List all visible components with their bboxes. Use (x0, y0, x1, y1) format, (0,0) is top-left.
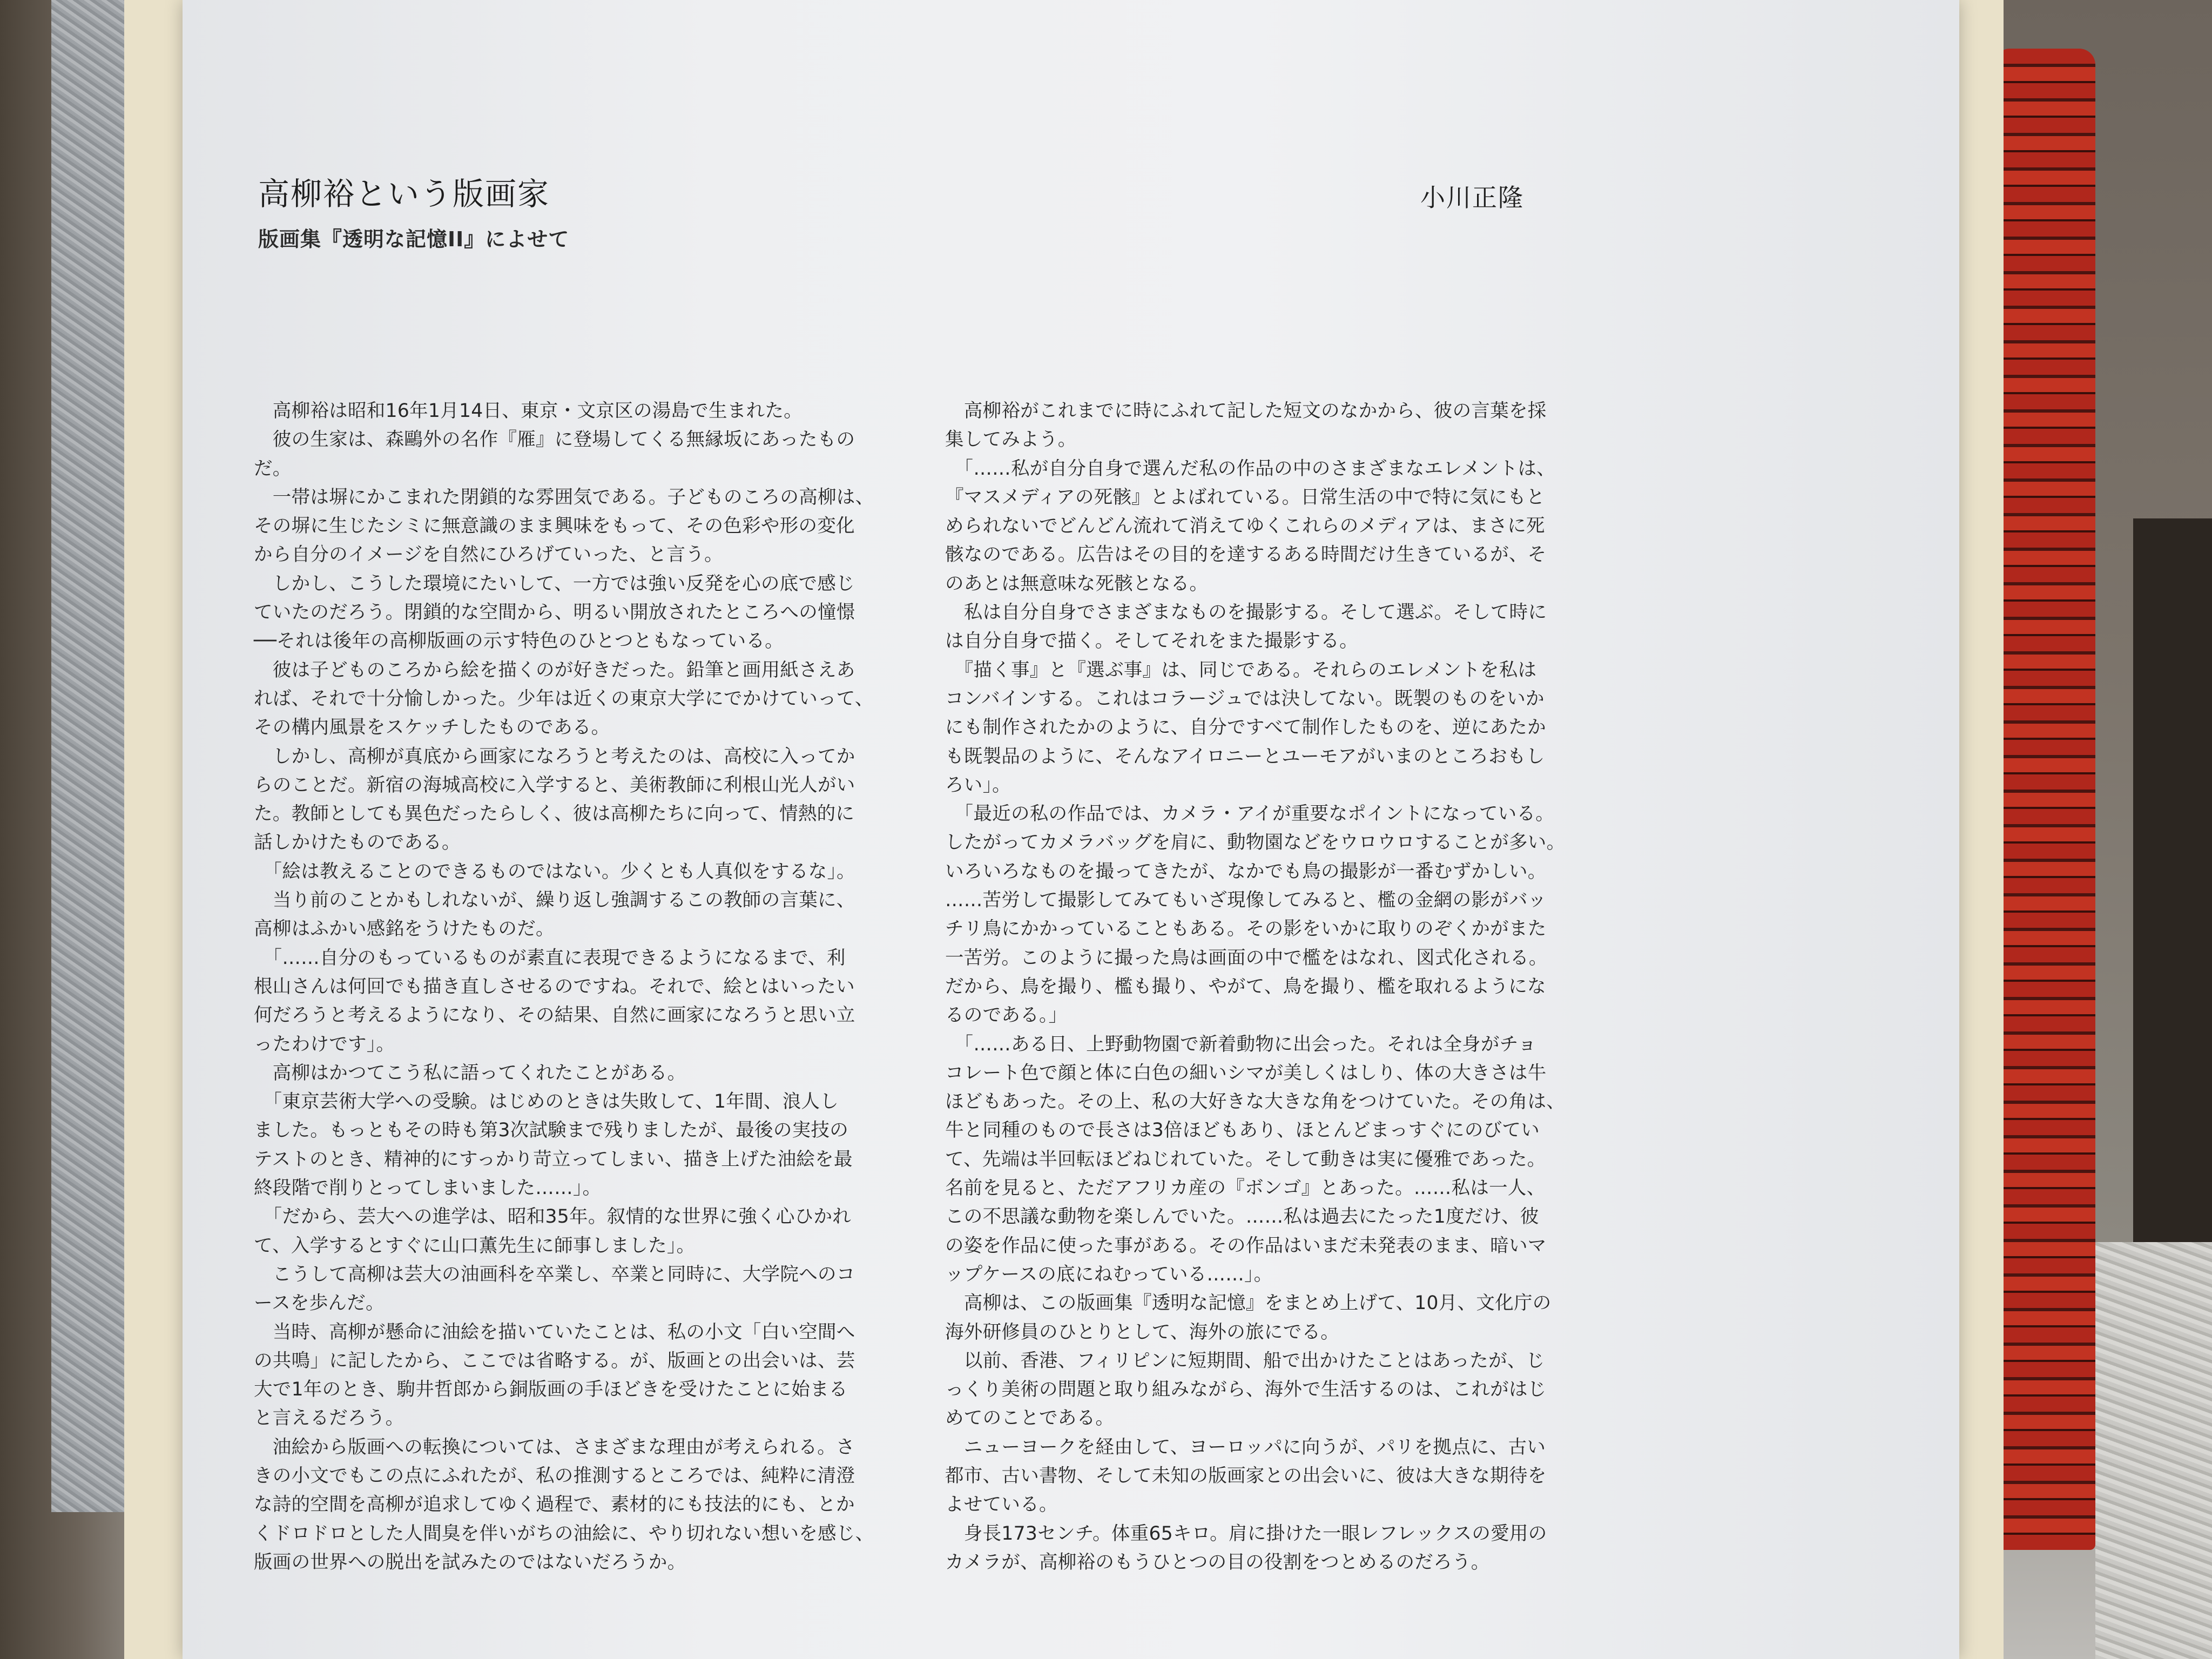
text-line: らのことだ。新宿の海城高校に入学すると、美術教師に利根山光人がい (254, 774, 855, 796)
text-line: 当り前のことかもしれないが、繰り返し強調するこの教師の言葉に、 (254, 889, 855, 912)
text-line: 「東京芸術大学への受験。はじめのときは失敗して、1年間、浪人し (254, 1091, 839, 1113)
text-line: の共鳴」に記したから、ここでは省略する。が、版画との出会いは、芸 (254, 1350, 855, 1372)
text-line: だ。 (254, 457, 292, 480)
text-line: その構内風景をスケッチしたものである。 (254, 717, 610, 739)
text-line: 身長173センチ。体重65キロ。肩に掛けた一眼レフレックスの愛用の (945, 1522, 1547, 1545)
text-line: のあとは無意味な死骸となる。 (945, 572, 1209, 595)
text-line: したがってカメラバッグを肩に、動物園などをウロウロすることが多い。 (945, 832, 1566, 854)
text-line: よせている。 (945, 1494, 1058, 1516)
text-line: しかし、こうした環境にたいして、一方では強い反発を心の底で感じ (254, 572, 855, 595)
text-line: と言えるだろう。 (254, 1407, 404, 1429)
text-line: ップケースの底にねむっている……」。 (945, 1263, 1273, 1285)
text-line: 『マスメディアの死骸』とよばれている。日常生活の中で特に気にもと (945, 486, 1545, 508)
text-line: ろい」。 (945, 774, 1011, 796)
text-line: 何だろうと考えるようになり、その結果、自然に画家になろうと思い立 (254, 1004, 855, 1027)
text-line: ──それは後年の高柳版画の示す特色のひとつともなっている。 (254, 630, 784, 652)
text-line: 当時、高柳が懸命に油絵を描いていたことは、私の小文「白い空間へ (254, 1321, 855, 1343)
text-line: れば、それで十分愉しかった。少年は近くの東京大学にでかけていって、 (254, 687, 874, 710)
text-line: 彼の生家は、森鷗外の名作『雁』に登場してくる無縁坂にあったもの (254, 429, 855, 451)
text-line: にも制作されたかのように、自分ですべて制作したものを、逆にあたか (945, 717, 1546, 739)
text-line: 油絵から版画への転換については、さまざまな理由が考えられる。さ (254, 1436, 855, 1458)
text-line: だから、鳥を撮り、檻も撮り、やがて、鳥を撮り、檻を取れるようにな (945, 975, 1546, 997)
text-line: 牛と同種のもので長さは3倍ほどもあり、ほとんどまっすぐにのびてい (945, 1120, 1540, 1142)
text-line: 高柳は、この版画集『透明な記憶』をまとめ上げて、10月、文化庁の (945, 1292, 1552, 1314)
background-stone-right (2095, 1242, 2212, 1659)
text-line: いろいろなものを撮ってきたが、なかでも鳥の撮影が一番むずかしい。 (945, 860, 1547, 882)
text-line: の姿を作品に使った事がある。その作品はいまだ未発表のまま、暗いマ (945, 1235, 1547, 1257)
text-line: きの小文でもこの点にふれたが、私の推測するところでは、純粋に清澄 (254, 1465, 855, 1487)
text-line: っくり美術の問題と取り組みながら、海外で生活するのは、これがはじ (945, 1379, 1547, 1401)
text-line: 一苦労。このように撮った鳥は画面の中で檻をはなれ、図式化される。 (945, 947, 1548, 969)
background-red-plank (1998, 49, 2095, 1550)
text-line: 骸なのである。広告はその目的を達するある時間だけ生きているが、そ (945, 544, 1547, 566)
text-line: は自分自身で描く。そしてそれをまた撮影する。 (945, 630, 1358, 652)
text-line: 高柳はふかい感銘をうけたものだ。 (254, 918, 555, 940)
text-line: コレート色で顔と体に白色の細いシマが美しくはしり、体の大きさは牛 (945, 1062, 1547, 1084)
author-name: 小川正隆 (1420, 183, 1524, 212)
text-line: 「……私が自分自身で選んだ私の作品の中のさまざまなエレメントは、 (945, 457, 1556, 480)
text-line: カメラが、高柳裕のもうひとつの目の役割をつとめるのだろう。 (945, 1551, 1490, 1573)
text-line: この不思議な動物を楽しんでいた。……私は過去にたった1度だけ、彼 (945, 1206, 1539, 1228)
text-line: 終段階で削りとってしまいました……」。 (254, 1177, 602, 1199)
text-line: も既製品のように、そんなアイロニーとユーモアがいまのところおもし (945, 745, 1545, 767)
body-column-right (945, 397, 1766, 1577)
text-line: るのである。」 (945, 1004, 1068, 1027)
text-line: 高柳裕は昭和16年1月14日、東京・文京区の湯島で生まれた。 (254, 400, 803, 422)
text-line: 「だから、芸大への進学は、昭和35年。叙情的な世界に強く心ひかれ (254, 1206, 852, 1228)
text-line: 一帯は塀にかこまれた閉鎖的な雰囲気である。子どものころの高柳は、 (254, 486, 874, 508)
text-line: 彼は子どものころから絵を描くのが好きだった。鉛筆と画用紙さえあ (254, 659, 855, 681)
text-line: 名前を見ると、ただアフリカ産の『ボンゴ』とあった。……私は一人、 (945, 1177, 1546, 1199)
text-line: 大で1年のとき、駒井哲郎から銅版画の手ほどきを受けたことに始まる (254, 1379, 848, 1401)
text-line: められないでどんどん流れて消えてゆくこれらのメディアは、まさに死 (945, 515, 1545, 537)
text-line: 集してみよう。 (945, 429, 1077, 451)
text-line: て、先端は半回転ほどねじれていた。そして動きは実に優雅であった。 (945, 1148, 1546, 1170)
text-line: 「……自分のもっているものが素直に表現できるようになるまで、利 (254, 947, 846, 969)
text-line: ったわけです」。 (254, 1033, 395, 1055)
text-line: 「……ある日、上野動物園で新着動物に出会った。それは全身がチョ (945, 1033, 1537, 1055)
text-line: た。教師としても異色だったらしく、彼は高柳たちに向って、情熱的に (254, 803, 855, 825)
text-line: 高柳裕がこれまでに時にふれて記した短文のなかから、彼の言葉を採 (945, 400, 1547, 422)
text-line: コンバインする。これはコラージュでは決してない。既製のものをいか (945, 687, 1545, 710)
text-line: 「最近の私の作品では、カメラ・アイが重要なポイントになっている。 (945, 803, 1555, 825)
text-line: 海外研修員のひとりとして、海外の旅にでる。 (945, 1321, 1340, 1343)
document-subtitle: 版画集『透明な記憶II』によせて (258, 227, 570, 251)
text-line: 私は自分自身でさまざまなものを撮影する。そして選ぶ。そして時に (945, 602, 1547, 624)
document-title: 高柳裕という版画家 (258, 176, 550, 212)
text-line: から自分のイメージを自然にひろげていった、と言う。 (254, 544, 723, 566)
text-line: 根山さんは何回でも描き直しさせるのですね。それで、絵とはいったい (254, 975, 855, 997)
text-line: 以前、香港、フィリピンに短期間、船で出かけたことはあったが、じ (945, 1350, 1545, 1372)
text-line: 都市、古い書物、そして未知の版画家との出会いに、彼は大きな期待を (945, 1465, 1547, 1487)
text-line: しかし、高柳が真底から画家になろうと考えたのは、高校に入ってか (254, 745, 855, 767)
text-line: て、入学するとすぐに山口薫先生に師事しました」。 (254, 1235, 696, 1257)
text-line: くドロドロとした人間臭を伴いがちの油絵に、やり切れない想いを感じ、 (254, 1522, 874, 1545)
text-line: ました。もっともその時も第3次試験まで残りましたが、最後の実技の (254, 1120, 849, 1142)
text-line: テストのとき、精神的にすっかり苛立ってしまい、描き上げた油絵を最 (254, 1148, 853, 1170)
text-line: 「絵は教えることのできるものではない。少くとも人真似をするな」。 (254, 860, 855, 882)
text-line: ほどもあった。その上、私の大好きな大きな角をつけていた。その角は、 (945, 1091, 1566, 1113)
text-line: チリ鳥にかかっていることもある。その影をいかに取りのぞくかがまた (945, 918, 1547, 940)
background-dark-post (2133, 518, 2212, 1264)
text-line: ースを歩んだ。 (254, 1292, 385, 1314)
text-line: 高柳はかつてこう私に語ってくれたことがある。 (254, 1062, 686, 1084)
text-line: ……苦労して撮影してみてもいざ現像してみると、檻の金網の影がバッ (945, 889, 1547, 912)
text-line: な詩的空間を高柳が追求してゆく過程で、素材的にも技法的にも、とか (254, 1494, 855, 1516)
text-line: めてのことである。 (945, 1407, 1115, 1429)
text-line: その塀に生じたシミに無意識のまま興味をもって、その色彩や形の変化 (254, 515, 855, 537)
text-line: ていたのだろう。閉鎖的な空間から、明るい開放されたところへの憧憬 (254, 602, 855, 624)
text-line: こうして高柳は芸大の油画科を卒業し、卒業と同時に、大学院へのコ (254, 1263, 855, 1285)
text-line: ニューヨークを経由して、ヨーロッパに向うが、パリを拠点に、古い (945, 1436, 1546, 1458)
text-line: 『描く事』と『選ぶ事』は、同じである。それらのエレメントを私は (945, 659, 1537, 681)
text-line: 話しかけたものである。 (254, 832, 461, 854)
text-line: 版画の世界への脱出を試みたのではないだろうか。 (254, 1551, 686, 1573)
